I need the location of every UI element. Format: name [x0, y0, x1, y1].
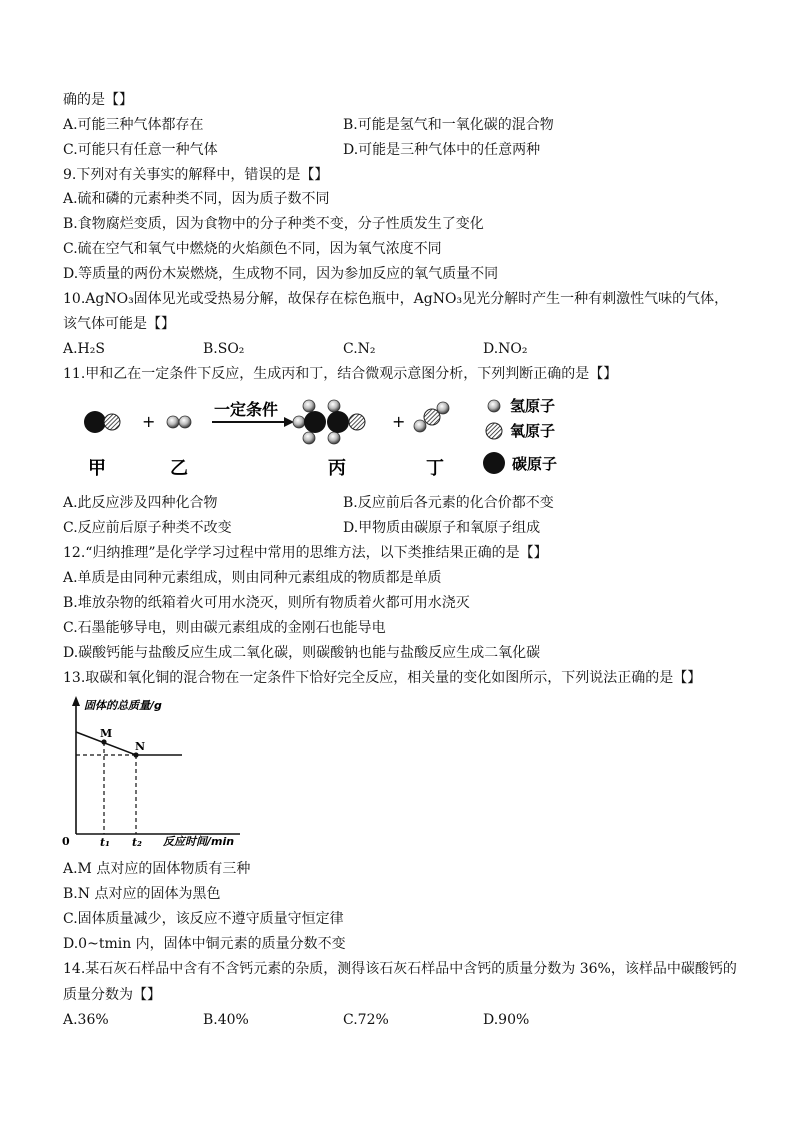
graph-label-n: N	[135, 740, 146, 753]
graph-t1-label: t₁	[100, 836, 110, 849]
q13-option-c: C.固体质量减少，该反应不遵守质量守恒定律	[63, 911, 344, 927]
q14-option-d: D.90%	[483, 1012, 530, 1028]
plus-sign-2: +	[392, 412, 406, 431]
graph-point-n	[133, 752, 138, 757]
graph-axes	[72, 696, 240, 834]
graph-curve	[76, 732, 182, 755]
atom-legend	[483, 397, 557, 474]
q13-option-d: D.0~tmin 内，固体中铜元素的质量分数不变	[63, 936, 346, 952]
reaction-condition: 一定条件	[214, 400, 279, 419]
reaction-micro-diagram	[62, 384, 602, 484]
legend-oxygen-label: 氧原子	[510, 422, 556, 440]
q11-stem: 11.甲和乙在一定条件下反应，生成丙和丁，结合微观示意图分析，下列判断正确的是【】	[63, 366, 618, 382]
mass-time-graph	[62, 694, 252, 852]
q8-option-b: B.可能是氢气和一氧化碳的混合物	[343, 117, 554, 133]
molecule-jia	[84, 411, 120, 433]
label-yi: 乙	[170, 458, 188, 479]
q14-stem-line2: 质量分数为【】	[63, 987, 161, 1003]
q13-option-b: B.N 点对应的固体为黑色	[63, 886, 221, 902]
legend-carbon-label: 碳原子	[512, 455, 558, 473]
q14-option-b: B.40%	[203, 1012, 249, 1028]
legend-carbon-symbol	[483, 452, 505, 474]
q9-option-a: A.硫和磷的元素种类不同，因为质子数不同	[63, 191, 330, 207]
q10-stem-line2: 该气体可能是【】	[63, 316, 175, 332]
label-bing: 丙	[328, 458, 346, 479]
molecule-bing	[293, 400, 365, 444]
label-jia: 甲	[88, 458, 106, 479]
graph-point-m	[101, 739, 106, 744]
graph-label-m: M	[100, 727, 113, 740]
q12-stem: 12.“归纳推理”是化学学习过程中常用的思维方法，以下类推结果正确的是【】	[63, 545, 548, 561]
q12-option-d: D.碳酸钙能与盐酸反应生成二氧化碳，则碳酸钠也能与盐酸反应生成二氧化碳	[63, 645, 541, 661]
q11-option-d: D.甲物质由碳原子和氧原子组成	[343, 520, 541, 536]
graph-guides	[76, 742, 136, 834]
q10-option-d: D.NO₂	[483, 341, 528, 357]
legend-oxygen-symbol	[486, 423, 502, 439]
plus-sign-1: +	[142, 412, 156, 431]
q12-option-c: C.石墨能够导电，则由碳元素组成的金刚石也能导电	[63, 620, 386, 636]
legend-hydrogen-label: 氢原子	[510, 397, 556, 415]
q8-stem-continuation: 确的是【】	[63, 92, 133, 108]
legend-hydrogen-symbol	[488, 400, 500, 412]
q10-stem-line1: 10.AgNO₃固体见光或受热易分解，故保存在棕色瓶中，AgNO₃见光分解时产生一种有刺激性气味的气体，	[63, 291, 729, 307]
q14-option-a: A.36%	[63, 1012, 109, 1028]
molecule-ding	[414, 402, 449, 432]
q14-stem-line1: 14.某石灰石样品中含有不含钙元素的杂质，测得该石灰石样品中含钙的质量分数为 36%，该样品中碳酸钙的	[63, 961, 737, 977]
q13-stem: 13.取碳和氧化铜的混合物在一定条件下恰好完全反应，相关量的变化如图所示，下列说法正确的是【】	[63, 670, 702, 686]
q8-option-c: C.可能只有任意一种气体	[63, 142, 218, 158]
graph-y-label: 固体的总质量/g	[84, 699, 162, 712]
q11-option-a: A.此反应涉及四种化合物	[63, 495, 218, 511]
graph-origin-label: 0	[62, 835, 70, 848]
q9-option-c: C.硫在空气和氧气中燃烧的火焰颜色不同，因为氧气浓度不同	[63, 241, 442, 257]
molecule-yi	[167, 416, 191, 428]
graph-x-label: 反应时间/min	[163, 835, 235, 848]
q14-option-c: C.72%	[343, 1012, 389, 1028]
q8-option-a: A.可能三种气体都存在	[63, 117, 204, 133]
q9-stem: 9.下列对有关事实的解释中，错误的是【】	[63, 167, 329, 183]
q9-option-d: D.等质量的两份木炭燃烧，生成物不同，因为参加反应的氧气质量不同	[63, 266, 499, 282]
q10-option-a: A.H₂S	[63, 341, 105, 357]
q13-option-a: A.M 点对应的固体物质有三种	[63, 861, 251, 877]
q8-option-d: D.可能是三种气体中的任意两种	[343, 142, 541, 158]
q9-option-b: B.食物腐烂变质，因为食物中的分子种类不变，分子性质发生了变化	[63, 216, 484, 232]
q10-option-c: C.N₂	[343, 341, 376, 357]
q11-option-b: B.反应前后各元素的化合价都不变	[343, 495, 554, 511]
label-ding: 丁	[426, 458, 444, 479]
q12-option-a: A.单质是由同种元素组成，则由同种元素组成的物质都是单质	[63, 570, 442, 586]
q12-option-b: B.堆放杂物的纸箱着火可用水浇灭，则所有物质着火都可用水浇灭	[63, 595, 470, 611]
graph-t2-label: t₂	[132, 836, 142, 849]
q10-option-b: B.SO₂	[203, 341, 245, 357]
q11-option-c: C.反应前后原子种类不改变	[63, 520, 232, 536]
